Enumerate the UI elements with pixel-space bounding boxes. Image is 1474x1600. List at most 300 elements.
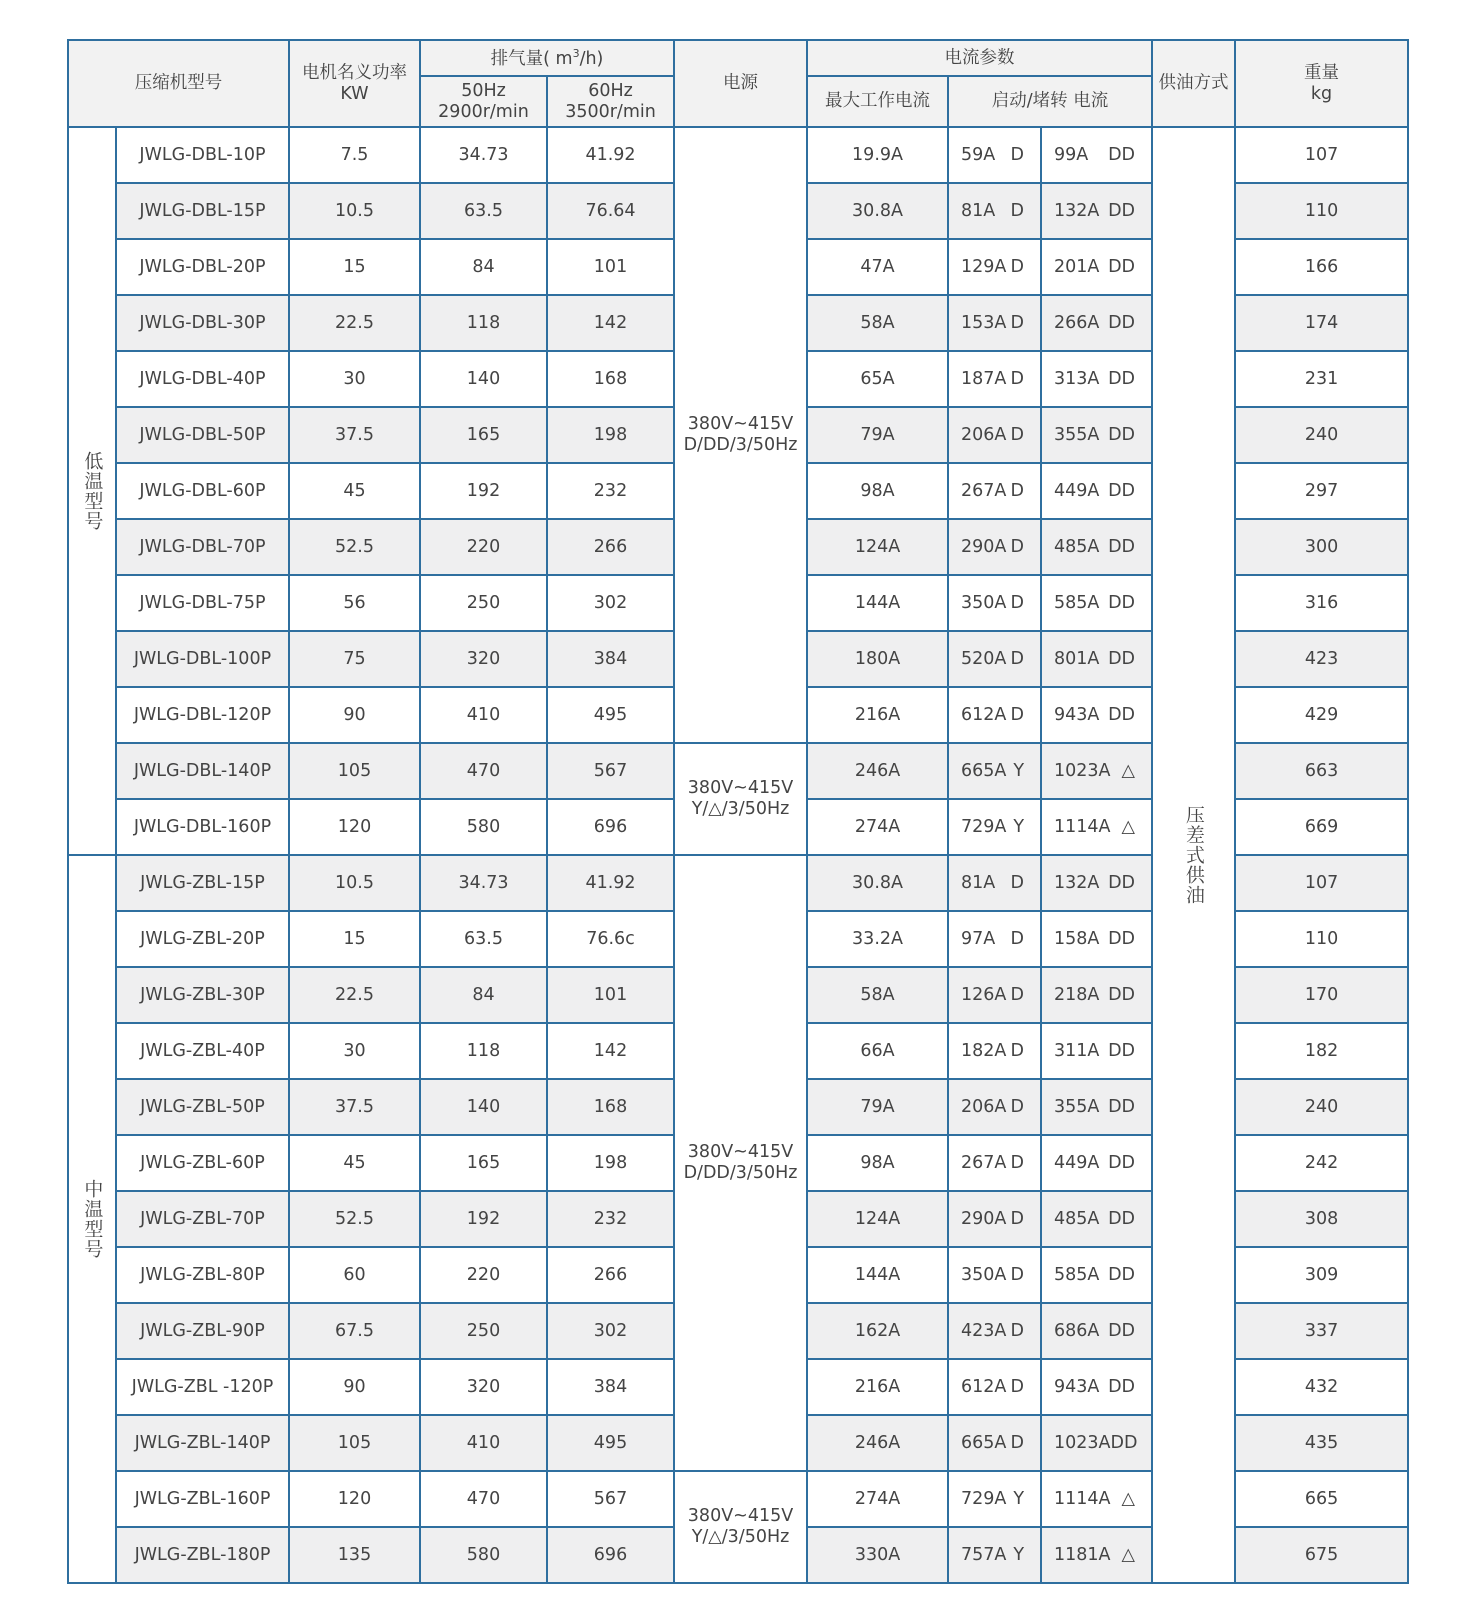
start-current-1-cell bbox=[948, 407, 1041, 463]
start-current-2 bbox=[1042, 425, 1151, 446]
header-motor-power bbox=[289, 40, 420, 127]
displacement-50hz-cell: 470 bbox=[420, 1471, 547, 1527]
oil-supply-method: 压差式供油 bbox=[1152, 127, 1235, 1583]
start-current-1-tag: D bbox=[1010, 928, 1025, 949]
start-current-2-value: 1181A bbox=[1054, 1544, 1111, 1565]
group-low-temp: 低温型号 bbox=[68, 127, 116, 855]
header-60hz-speed: 3500r/min bbox=[565, 101, 656, 122]
start-current-2-cell bbox=[1041, 407, 1152, 463]
start-current-1-value: 665A bbox=[961, 1432, 1007, 1453]
start-current-1 bbox=[949, 593, 1040, 614]
start-current-1-cell bbox=[948, 1023, 1041, 1079]
start-current-2 bbox=[1042, 369, 1151, 390]
displacement-60hz-cell: 101 bbox=[547, 967, 674, 1023]
displacement-50hz-cell: 320 bbox=[420, 631, 547, 687]
power-supply-voltage: 380V~415V bbox=[687, 414, 794, 434]
start-current-1-tag: Y bbox=[1013, 816, 1025, 837]
start-current-1 bbox=[949, 873, 1040, 894]
header-model bbox=[68, 40, 289, 127]
max-current-cell: 216A bbox=[807, 687, 948, 743]
displacement-60hz-cell: 302 bbox=[547, 1303, 674, 1359]
motor-power-cell: 75 bbox=[289, 631, 420, 687]
weight-cell: 309 bbox=[1235, 1247, 1408, 1303]
start-current-2-cell bbox=[1041, 1191, 1152, 1247]
header-weight-unit: kg bbox=[1310, 83, 1333, 104]
start-current-2-value: 449A bbox=[1054, 1152, 1100, 1173]
max-current-cell: 19.9A bbox=[807, 127, 948, 183]
motor-power-cell: 30 bbox=[289, 1023, 420, 1079]
displacement-60hz-cell: 696 bbox=[547, 1527, 674, 1583]
start-current-2 bbox=[1042, 1489, 1151, 1510]
weight-cell: 166 bbox=[1235, 239, 1408, 295]
start-current-1-value: 187A bbox=[961, 368, 1007, 389]
start-current-2-cell bbox=[1041, 1471, 1152, 1527]
start-current-1-value: 59A bbox=[961, 144, 996, 165]
max-current-cell: 65A bbox=[807, 351, 948, 407]
model-cell: JWLG-ZBL-30P bbox=[116, 967, 289, 1023]
start-current-1-tag: D bbox=[1010, 592, 1025, 613]
power-supply-wiring: Y/△/3/50Hz bbox=[691, 799, 790, 819]
start-current-2 bbox=[1042, 1321, 1151, 1342]
start-current-1-value: 267A bbox=[961, 480, 1007, 501]
start-current-2-value: 585A bbox=[1054, 1264, 1100, 1285]
start-current-1 bbox=[949, 1377, 1040, 1398]
power-supply-voltage: 380V~415V bbox=[687, 1142, 794, 1162]
displacement-50hz-cell: 84 bbox=[420, 239, 547, 295]
motor-power-cell: 52.5 bbox=[289, 519, 420, 575]
header-current-params bbox=[807, 40, 1152, 76]
start-current-2 bbox=[1042, 649, 1151, 670]
displacement-60hz-cell: 495 bbox=[547, 1415, 674, 1471]
weight-cell: 240 bbox=[1235, 1079, 1408, 1135]
start-current-1-value: 350A bbox=[961, 592, 1007, 613]
start-current-2-cell bbox=[1041, 743, 1152, 799]
start-current-1-cell bbox=[948, 911, 1041, 967]
model-cell: JWLG-DBL-15P bbox=[116, 183, 289, 239]
header-displacement-label: 排气量( m bbox=[490, 48, 573, 69]
start-current-1-cell bbox=[948, 127, 1041, 183]
max-current-cell: 124A bbox=[807, 1191, 948, 1247]
displacement-50hz-cell: 118 bbox=[420, 1023, 547, 1079]
start-current-2-cell bbox=[1041, 239, 1152, 295]
weight-cell: 107 bbox=[1235, 127, 1408, 183]
start-current-2-cell bbox=[1041, 1359, 1152, 1415]
start-current-2-value: 485A bbox=[1054, 1208, 1100, 1229]
max-current-cell: 274A bbox=[807, 799, 948, 855]
displacement-60hz-cell: 266 bbox=[547, 1247, 674, 1303]
start-current-1-cell bbox=[948, 575, 1041, 631]
start-current-2-value: 585A bbox=[1054, 592, 1100, 613]
start-current-1-tag: D bbox=[1010, 480, 1025, 501]
motor-power-cell: 22.5 bbox=[289, 967, 420, 1023]
start-current-2-cell bbox=[1041, 1023, 1152, 1079]
start-current-2-value: 311A bbox=[1054, 1040, 1100, 1061]
displacement-60hz-cell: 198 bbox=[547, 1135, 674, 1191]
header-oil-supply-label: 供油方式 bbox=[1158, 73, 1229, 93]
start-current-1 bbox=[949, 929, 1040, 950]
start-current-1-value: 126A bbox=[961, 984, 1007, 1005]
start-current-2-tag: △ bbox=[1121, 760, 1136, 781]
start-current-1 bbox=[949, 1321, 1040, 1342]
start-current-2-tag: DD bbox=[1108, 928, 1136, 949]
header-max-current-label: 最大工作电流 bbox=[825, 91, 931, 111]
start-current-2-value: 218A bbox=[1054, 984, 1100, 1005]
start-current-1-value: 129A bbox=[961, 256, 1007, 277]
header-weight bbox=[1235, 40, 1408, 127]
weight-cell: 435 bbox=[1235, 1415, 1408, 1471]
displacement-60hz-cell: 76.6c bbox=[547, 911, 674, 967]
start-current-2-cell bbox=[1041, 631, 1152, 687]
group-mid-temp: 中温型号 bbox=[68, 855, 116, 1583]
max-current-cell: 98A bbox=[807, 1135, 948, 1191]
start-current-1-cell bbox=[948, 1191, 1041, 1247]
start-current-1 bbox=[949, 537, 1040, 558]
model-cell: JWLG-DBL-160P bbox=[116, 799, 289, 855]
start-current-2-cell bbox=[1041, 1247, 1152, 1303]
header-displacement-unit: /h) bbox=[579, 48, 604, 69]
model-cell: JWLG-DBL-50P bbox=[116, 407, 289, 463]
start-current-2-cell bbox=[1041, 1303, 1152, 1359]
start-current-1-tag: D bbox=[1010, 1040, 1025, 1061]
start-current-2-value: 1114A bbox=[1054, 816, 1111, 837]
model-cell: JWLG-ZBL-15P bbox=[116, 855, 289, 911]
start-current-2-tag: △ bbox=[1121, 1488, 1136, 1509]
start-current-1-cell bbox=[948, 1471, 1041, 1527]
header-50hz-freq: 50Hz bbox=[461, 80, 506, 101]
displacement-50hz-cell: 250 bbox=[420, 1303, 547, 1359]
weight-cell: 663 bbox=[1235, 743, 1408, 799]
start-current-1-tag: D bbox=[1010, 1376, 1025, 1397]
power-supply-yd-mid bbox=[674, 1471, 807, 1583]
displacement-60hz-cell: 142 bbox=[547, 1023, 674, 1079]
header-oil-supply bbox=[1152, 40, 1235, 127]
start-current-1-cell bbox=[948, 1527, 1041, 1583]
weight-cell: 174 bbox=[1235, 295, 1408, 351]
start-current-2-value: 1023A bbox=[1054, 1432, 1111, 1453]
start-current-2 bbox=[1042, 929, 1151, 950]
start-current-2-cell bbox=[1041, 1527, 1152, 1583]
weight-cell: 110 bbox=[1235, 183, 1408, 239]
max-current-cell: 79A bbox=[807, 1079, 948, 1135]
start-current-2-cell bbox=[1041, 127, 1152, 183]
displacement-50hz-cell: 140 bbox=[420, 1079, 547, 1135]
max-current-cell: 79A bbox=[807, 407, 948, 463]
power-supply-wiring: D/DD/3/50Hz bbox=[683, 435, 798, 455]
displacement-50hz-cell: 192 bbox=[420, 463, 547, 519]
start-current-1 bbox=[949, 1489, 1040, 1510]
start-current-2-tag: DD bbox=[1108, 480, 1136, 501]
start-current-1-tag: D bbox=[1010, 1320, 1025, 1341]
displacement-60hz-cell: 142 bbox=[547, 295, 674, 351]
weight-cell: 429 bbox=[1235, 687, 1408, 743]
displacement-50hz-cell: 63.5 bbox=[420, 183, 547, 239]
max-current-cell: 246A bbox=[807, 1415, 948, 1471]
start-current-2-cell bbox=[1041, 1079, 1152, 1135]
start-current-2-tag: DD bbox=[1108, 1320, 1136, 1341]
max-current-cell: 144A bbox=[807, 575, 948, 631]
start-current-1-tag: Y bbox=[1013, 1544, 1025, 1565]
model-cell: JWLG-DBL-75P bbox=[116, 575, 289, 631]
header-power-supply-label: 电源 bbox=[723, 73, 759, 93]
start-current-2-value: 132A bbox=[1054, 200, 1100, 221]
start-current-1 bbox=[949, 201, 1040, 222]
model-cell: JWLG-DBL-30P bbox=[116, 295, 289, 351]
start-current-1-cell bbox=[948, 967, 1041, 1023]
start-current-1-value: 290A bbox=[961, 536, 1007, 557]
start-current-1-tag: Y bbox=[1013, 760, 1025, 781]
start-current-2 bbox=[1042, 537, 1151, 558]
start-current-1-tag: D bbox=[1010, 368, 1025, 389]
header-displacement bbox=[420, 40, 674, 76]
start-current-1-tag: D bbox=[1010, 704, 1025, 725]
start-current-1-cell bbox=[948, 1079, 1041, 1135]
start-current-2 bbox=[1042, 1153, 1151, 1174]
start-current-2-value: 449A bbox=[1054, 480, 1100, 501]
start-current-1-value: 97A bbox=[961, 928, 996, 949]
displacement-50hz-cell: 470 bbox=[420, 743, 547, 799]
start-current-2-tag: DD bbox=[1108, 144, 1136, 165]
max-current-cell: 274A bbox=[807, 1471, 948, 1527]
weight-cell: 665 bbox=[1235, 1471, 1408, 1527]
start-current-1-cell bbox=[948, 183, 1041, 239]
model-cell: JWLG-DBL-120P bbox=[116, 687, 289, 743]
start-current-1-value: 423A bbox=[961, 1320, 1007, 1341]
header-start-current-label: 启动/堵转 电流 bbox=[991, 91, 1109, 111]
start-current-2-tag: DD bbox=[1108, 984, 1136, 1005]
model-cell: JWLG-ZBL-20P bbox=[116, 911, 289, 967]
displacement-50hz-cell: 165 bbox=[420, 407, 547, 463]
start-current-1 bbox=[949, 425, 1040, 446]
start-current-2-value: 1114A bbox=[1054, 1488, 1111, 1509]
start-current-1-value: 757A bbox=[961, 1544, 1007, 1565]
header-displacement-sup: 3 bbox=[572, 46, 580, 60]
max-current-cell: 216A bbox=[807, 1359, 948, 1415]
start-current-2-value: 313A bbox=[1054, 368, 1100, 389]
start-current-1-tag: D bbox=[1010, 648, 1025, 669]
start-current-2 bbox=[1042, 313, 1151, 334]
start-current-1-cell bbox=[948, 1415, 1041, 1471]
power-supply-dd-low bbox=[674, 127, 807, 743]
start-current-1-value: 612A bbox=[961, 704, 1007, 725]
start-current-1-value: 206A bbox=[961, 1096, 1007, 1117]
start-current-1-value: 81A bbox=[961, 872, 996, 893]
start-current-2-tag: DD bbox=[1108, 648, 1136, 669]
start-current-1-tag: D bbox=[1010, 984, 1025, 1005]
model-cell: JWLG-ZBL-50P bbox=[116, 1079, 289, 1135]
start-current-1 bbox=[949, 481, 1040, 502]
displacement-50hz-cell: 220 bbox=[420, 519, 547, 575]
start-current-2 bbox=[1042, 1433, 1151, 1454]
power-supply-voltage: 380V~415V bbox=[687, 778, 794, 798]
model-cell: JWLG-DBL-60P bbox=[116, 463, 289, 519]
power-supply-yd-low bbox=[674, 743, 807, 855]
weight-cell: 110 bbox=[1235, 911, 1408, 967]
max-current-cell: 124A bbox=[807, 519, 948, 575]
start-current-1-cell bbox=[948, 239, 1041, 295]
displacement-60hz-cell: 41.92 bbox=[547, 127, 674, 183]
header-max-current bbox=[807, 76, 948, 127]
start-current-2-tag: DD bbox=[1108, 1040, 1136, 1061]
start-current-2-cell bbox=[1041, 295, 1152, 351]
weight-cell: 423 bbox=[1235, 631, 1408, 687]
start-current-2-tag: △ bbox=[1121, 1544, 1136, 1565]
start-current-2 bbox=[1042, 145, 1151, 166]
start-current-1 bbox=[949, 1433, 1040, 1454]
motor-power-cell: 90 bbox=[289, 687, 420, 743]
weight-cell: 297 bbox=[1235, 463, 1408, 519]
model-cell: JWLG-ZBL-70P bbox=[116, 1191, 289, 1247]
start-current-2-tag: DD bbox=[1108, 704, 1136, 725]
motor-power-cell: 15 bbox=[289, 911, 420, 967]
weight-cell: 308 bbox=[1235, 1191, 1408, 1247]
motor-power-cell: 105 bbox=[289, 1415, 420, 1471]
motor-power-cell: 7.5 bbox=[289, 127, 420, 183]
displacement-50hz-cell: 140 bbox=[420, 351, 547, 407]
start-current-1-cell bbox=[948, 351, 1041, 407]
start-current-2-tag: DD bbox=[1108, 592, 1136, 613]
displacement-60hz-cell: 41.92 bbox=[547, 855, 674, 911]
start-current-1 bbox=[949, 1153, 1040, 1174]
header-60hz-freq: 60Hz bbox=[588, 80, 633, 101]
start-current-1-cell bbox=[948, 1359, 1041, 1415]
table-body bbox=[68, 127, 1408, 1583]
displacement-50hz-cell: 34.73 bbox=[420, 127, 547, 183]
displacement-60hz-cell: 266 bbox=[547, 519, 674, 575]
start-current-1 bbox=[949, 313, 1040, 334]
displacement-60hz-cell: 76.64 bbox=[547, 183, 674, 239]
start-current-2 bbox=[1042, 817, 1151, 838]
start-current-1-cell bbox=[948, 1303, 1041, 1359]
max-current-cell: 33.2A bbox=[807, 911, 948, 967]
weight-cell: 231 bbox=[1235, 351, 1408, 407]
start-current-2 bbox=[1042, 257, 1151, 278]
displacement-50hz-cell: 84 bbox=[420, 967, 547, 1023]
model-cell: JWLG-ZBL-160P bbox=[116, 1471, 289, 1527]
displacement-60hz-cell: 567 bbox=[547, 1471, 674, 1527]
model-cell: JWLG-ZBL-180P bbox=[116, 1527, 289, 1583]
start-current-2 bbox=[1042, 1545, 1151, 1566]
max-current-cell: 330A bbox=[807, 1527, 948, 1583]
model-cell: JWLG-DBL-40P bbox=[116, 351, 289, 407]
displacement-60hz-cell: 302 bbox=[547, 575, 674, 631]
start-current-1 bbox=[949, 817, 1040, 838]
start-current-1-value: 290A bbox=[961, 1208, 1007, 1229]
power-supply-wiring: D/DD/3/50Hz bbox=[683, 1163, 798, 1183]
start-current-2 bbox=[1042, 1041, 1151, 1062]
max-current-cell: 30.8A bbox=[807, 855, 948, 911]
table-row bbox=[68, 127, 1408, 183]
displacement-60hz-cell: 696 bbox=[547, 799, 674, 855]
displacement-60hz-cell: 101 bbox=[547, 239, 674, 295]
start-current-1-cell bbox=[948, 295, 1041, 351]
motor-power-cell: 15 bbox=[289, 239, 420, 295]
motor-power-cell: 67.5 bbox=[289, 1303, 420, 1359]
motor-power-cell: 60 bbox=[289, 1247, 420, 1303]
header-50hz bbox=[420, 76, 547, 127]
start-current-1-tag: D bbox=[1010, 536, 1025, 557]
start-current-1-tag: D bbox=[1010, 200, 1025, 221]
power-supply-dd-mid bbox=[674, 855, 807, 1471]
model-cell: JWLG-DBL-10P bbox=[116, 127, 289, 183]
start-current-1 bbox=[949, 985, 1040, 1006]
start-current-2-cell bbox=[1041, 1415, 1152, 1471]
displacement-50hz-cell: 580 bbox=[420, 1527, 547, 1583]
motor-power-cell: 45 bbox=[289, 463, 420, 519]
motor-power-cell: 120 bbox=[289, 799, 420, 855]
model-cell: JWLG-DBL-20P bbox=[116, 239, 289, 295]
start-current-2-value: 1023A bbox=[1054, 760, 1111, 781]
model-cell: JWLG-DBL-100P bbox=[116, 631, 289, 687]
start-current-1-value: 729A bbox=[961, 1488, 1007, 1509]
start-current-2-cell bbox=[1041, 855, 1152, 911]
displacement-50hz-cell: 320 bbox=[420, 1359, 547, 1415]
weight-cell: 432 bbox=[1235, 1359, 1408, 1415]
start-current-1 bbox=[949, 257, 1040, 278]
motor-power-cell: 90 bbox=[289, 1359, 420, 1415]
start-current-1-cell bbox=[948, 743, 1041, 799]
start-current-1-cell bbox=[948, 463, 1041, 519]
start-current-2-cell bbox=[1041, 351, 1152, 407]
start-current-1-cell bbox=[948, 519, 1041, 575]
displacement-50hz-cell: 192 bbox=[420, 1191, 547, 1247]
start-current-1-cell bbox=[948, 1247, 1041, 1303]
header-power-supply bbox=[674, 40, 807, 127]
header-50hz-speed: 2900r/min bbox=[438, 101, 529, 122]
start-current-1-tag: D bbox=[1010, 424, 1025, 445]
displacement-50hz-cell: 220 bbox=[420, 1247, 547, 1303]
displacement-50hz-cell: 410 bbox=[420, 687, 547, 743]
start-current-2-value: 686A bbox=[1054, 1320, 1100, 1341]
header-weight-label: 重量 bbox=[1304, 62, 1340, 83]
start-current-1 bbox=[949, 1545, 1040, 1566]
weight-cell: 675 bbox=[1235, 1527, 1408, 1583]
max-current-cell: 66A bbox=[807, 1023, 948, 1079]
model-cell: JWLG-DBL-70P bbox=[116, 519, 289, 575]
motor-power-cell: 120 bbox=[289, 1471, 420, 1527]
model-cell: JWLG-DBL-140P bbox=[116, 743, 289, 799]
motor-power-cell: 37.5 bbox=[289, 1079, 420, 1135]
start-current-1-cell bbox=[948, 799, 1041, 855]
motor-power-cell: 45 bbox=[289, 1135, 420, 1191]
displacement-50hz-cell: 63.5 bbox=[420, 911, 547, 967]
start-current-1-cell bbox=[948, 855, 1041, 911]
start-current-1 bbox=[949, 649, 1040, 670]
start-current-2-tag: DD bbox=[1108, 872, 1136, 893]
start-current-2-value: 158A bbox=[1054, 928, 1100, 949]
start-current-1-tag: D bbox=[1010, 144, 1025, 165]
displacement-50hz-cell: 34.73 bbox=[420, 855, 547, 911]
start-current-2-cell bbox=[1041, 687, 1152, 743]
weight-cell: 107 bbox=[1235, 855, 1408, 911]
start-current-2-tag: DD bbox=[1108, 1152, 1136, 1173]
start-current-2-value: 801A bbox=[1054, 648, 1100, 669]
spec-table-container bbox=[67, 39, 1409, 1584]
start-current-1-value: 350A bbox=[961, 1264, 1007, 1285]
start-current-2-cell bbox=[1041, 1135, 1152, 1191]
header-60hz bbox=[547, 76, 674, 127]
start-current-2-tag: DD bbox=[1108, 536, 1136, 557]
start-current-1-value: 153A bbox=[961, 312, 1007, 333]
max-current-cell: 98A bbox=[807, 463, 948, 519]
start-current-1 bbox=[949, 705, 1040, 726]
displacement-60hz-cell: 168 bbox=[547, 1079, 674, 1135]
weight-cell: 182 bbox=[1235, 1023, 1408, 1079]
weight-cell: 300 bbox=[1235, 519, 1408, 575]
start-current-1-tag: Y bbox=[1013, 1488, 1025, 1509]
model-cell: JWLG-ZBL-90P bbox=[116, 1303, 289, 1359]
motor-power-cell: 10.5 bbox=[289, 855, 420, 911]
start-current-1 bbox=[949, 1041, 1040, 1062]
